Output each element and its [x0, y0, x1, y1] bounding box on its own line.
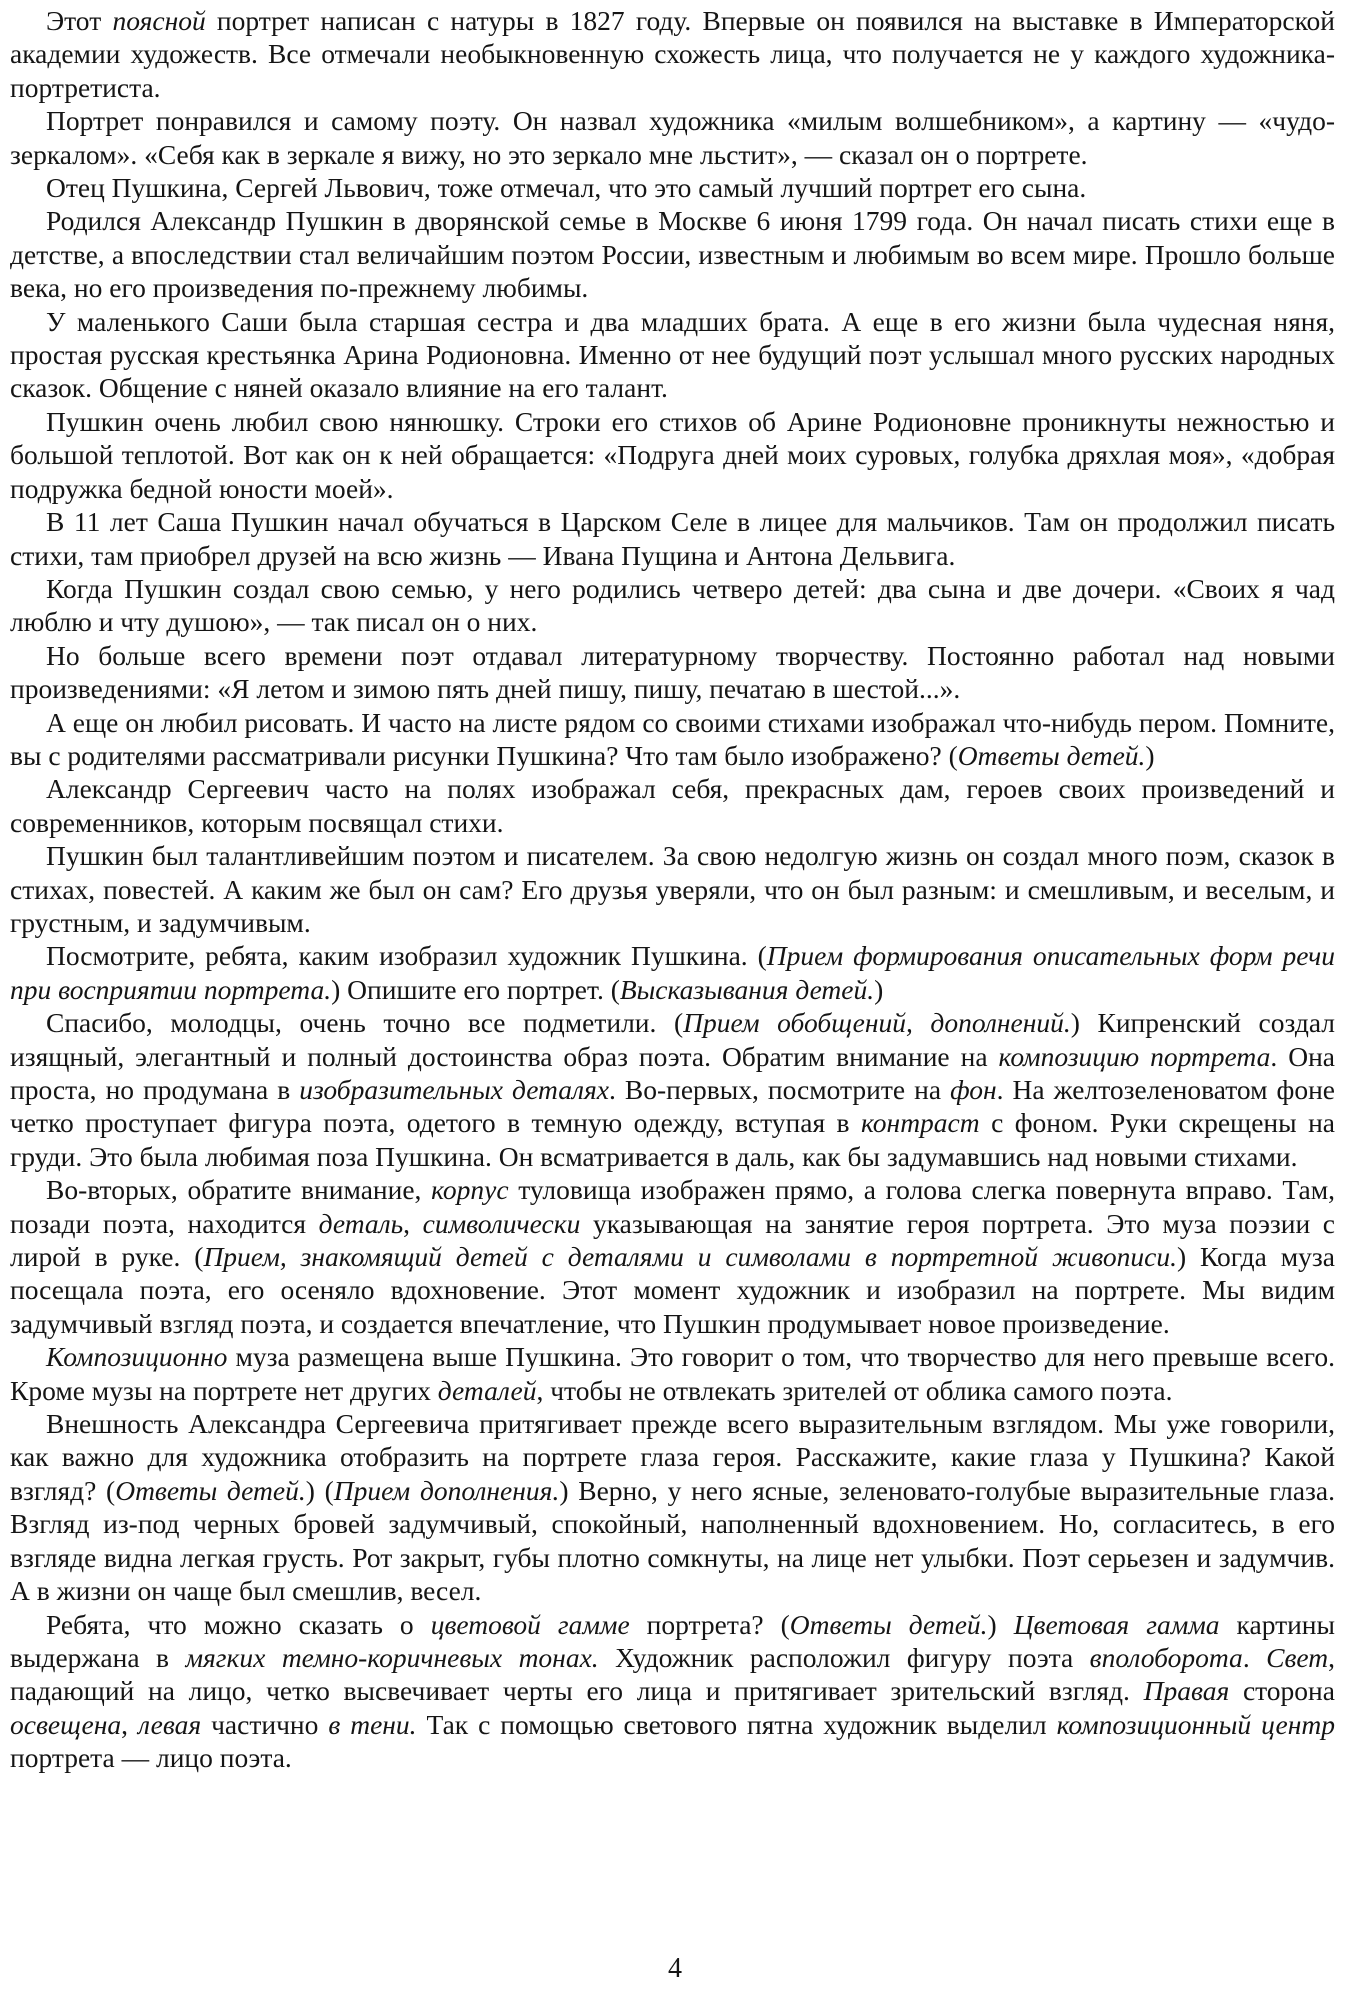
paragraph: [10, 305, 1335, 405]
text-run: Ребята, что можно сказать о: [46, 1608, 431, 1640]
text-run: ): [987, 1608, 1014, 1640]
italic-text: цветовой гамме: [430, 1608, 630, 1640]
document-body: [10, 4, 1335, 1775]
text-run: Родился Александр Пушкин в дворянской семье в Москве 6 июня 1799 года. Он начал писать стихи еще в детстве, а впоследствии стал величайшим поэтом России, известным и любимым во всем мире. Прошло больше века, но его произведения по-прежнему любимы.: [10, 205, 1335, 304]
text-run: Спасибо, молодцы, очень точно все подметили. (: [46, 1007, 684, 1039]
text-run: Во-вторых, обратите внимание,: [46, 1174, 432, 1206]
text-run: Когда Пушкин создал свою семью, у него родились четверо детей: два сына и две дочери. «Своих я чад люблю и чту душою», — так писал он о них.: [10, 572, 1335, 638]
italic-text: деталей: [437, 1374, 537, 1406]
text-run: ) Верно, у него ясные, зеленовато-голубые выразительные глаза. Взгляд из-под черных бровей задумчивый, спокойный, наполненный вдохновением. Но, согласитесь, в его взгляде видна легкая грусть. Рот закрыт, губы плотно сомкнуты, на лице нет улыбки. Поэт серьезен и задумчив. А в жизни он чаще был смешлив, весел.: [10, 1474, 1335, 1607]
italic-text: корпус: [431, 1174, 509, 1206]
text-run: портрета? (: [629, 1608, 790, 1640]
paragraph: [10, 1340, 1335, 1407]
paragraph: [10, 1608, 1335, 1775]
italic-text: контраст: [860, 1107, 980, 1139]
text-run: .: [1242, 1641, 1267, 1673]
italic-text: Ответы детей.: [789, 1608, 988, 1640]
text-run: частично: [201, 1708, 329, 1740]
italic-text: Правая: [1143, 1675, 1230, 1707]
text-run: ) (: [305, 1474, 334, 1506]
italic-text: Ответы детей.: [957, 739, 1146, 771]
text-run: ) Кипренский создал изящный, элегантный и полный достоинства образ поэта. Обратим внимание на: [10, 1007, 1335, 1072]
text-run: ): [1145, 739, 1155, 771]
text-run: туловища изображен прямо, а голова слегка повернута вправо. Там, позади поэта, находится: [10, 1174, 1335, 1239]
text-run: . На желтозеленоватом фоне четко проступает фигура поэта, одетого в темную одежду, вступая в: [10, 1074, 1335, 1139]
paragraph: [10, 1006, 1335, 1173]
text-run: ,: [121, 1708, 138, 1740]
italic-text: Ответы детей.: [115, 1474, 306, 1506]
paragraph: [10, 639, 1335, 706]
text-run: , чтобы не отвлекать зрителей от облика самого поэта.: [536, 1374, 1173, 1406]
text-run: портрета — лицо поэта.: [10, 1742, 292, 1774]
italic-text: Свет: [1266, 1641, 1329, 1673]
italic-text: поясной: [112, 5, 206, 36]
text-run: . Она проста, но продумана в: [10, 1040, 1335, 1105]
paragraph: [10, 772, 1335, 839]
italic-text: в тени.: [328, 1708, 417, 1740]
paragraph: [10, 706, 1335, 773]
text-run: ) Опишите его портрет. (: [331, 973, 620, 1005]
paragraph: [10, 405, 1335, 505]
text-run: муза размещена выше Пушкина. Это говорит о том, что творчество для него превыше всего. Кроме музы на портрете нет других: [10, 1341, 1335, 1406]
text-run: В 11 лет Саша Пушкин начал обучаться в Царском Селе в лицее для мальчиков. Там он продолжил писать стихи, там приобрел друзей на всю жизнь — Ивана Пущина и Антона Дельвига.: [10, 506, 1335, 571]
italic-text: Цветовая гамма: [1013, 1608, 1220, 1640]
paragraph: [10, 1407, 1335, 1607]
paragraph: [10, 1173, 1335, 1340]
text-run: Александр Сергеевич часто на полях изображал себя, прекрасных дам, героев своих произведений и современников, которым посвящал стихи.: [10, 773, 1335, 838]
italic-text: Композиционно: [46, 1341, 228, 1373]
italic-text: композиционный центр: [1056, 1708, 1335, 1740]
paragraph: [10, 572, 1335, 639]
paragraph: [10, 104, 1335, 171]
text-run: картины выдержана в: [10, 1608, 1336, 1673]
italic-text: деталь: [318, 1207, 404, 1239]
text-run: Но больше всего времени поэт отдавал литературному творчеству. Постоянно работал над новыми произведениями: «Я летом и зимою пять дней пишу, пишу, печатаю в шестой...».: [10, 639, 1335, 705]
italic-text: фон: [950, 1074, 997, 1105]
paragraph: [10, 4, 1335, 104]
text-run: Художник расположил фигуру поэта: [598, 1641, 1090, 1673]
italic-text: изобразительных деталях: [299, 1074, 609, 1105]
text-run: Пушкин был талантливейшим поэтом и писателем. За свою недолгую жизнь он создал много поэм, сказок в стихах, повестей. А каким же был он сам? Его друзья уверяли, что он был разным: и смешливым, и веселым, и грустным, и задумчивым.: [10, 840, 1335, 938]
text-run: указывающая на занятие героя портрета. Это муза поэзии с лирой в руке. (: [10, 1207, 1335, 1273]
italic-text: освещена: [10, 1708, 122, 1740]
paragraph: [10, 839, 1335, 939]
italic-text: Прием обобщений, дополнений.: [683, 1007, 1071, 1039]
italic-text: Прием, знакомящий детей с деталями и символами в портретной живописи.: [203, 1241, 1177, 1273]
text-run: , падающий на лицо, четко высвечивает черты его лица и притягивает зрительский взгляд.: [10, 1641, 1336, 1707]
text-run: Пушкин очень любил свою нянюшку. Строки его стихов об Арине Родионовне проникнуты нежностью и большой теплотой. Вот как он к ней обращается: «Подруга дней моих суровых, голубка дряхлая моя», «добрая подружка бедной юности моей».: [10, 405, 1335, 504]
italic-text: Высказывания детей.: [619, 973, 875, 1005]
text-run: Отец Пушкина, Сергей Львович, тоже отмечал, что это самый лучший портрет его сына.: [46, 172, 1087, 204]
italic-text: символически: [422, 1207, 581, 1239]
italic-text: мягких темно-коричневых тонах.: [185, 1641, 599, 1673]
text-run: Внешность Александра Сергеевича притягивает прежде всего выразительным взглядом. Мы уже говорили, как важно для художника отобразить на портрете глаза героя. Расскажите, какие глаза у Пушкина? Какой взгляд? (: [10, 1408, 1335, 1506]
text-run: ,: [403, 1207, 423, 1239]
paragraph: [10, 505, 1335, 572]
text-run: ): [874, 973, 884, 1005]
text-run: А еще он любил рисовать. И часто на листе рядом со своими стихами изображал что-нибудь пером. Помните, вы с родителями рассматривали рисунки Пушкина? Что там было изображено? (: [10, 706, 1335, 771]
text-run: У маленького Саши была старшая сестра и два младших брата. А еще в его жизни была чудесная няня, простая русская крестьянка Арина Родионовна. Именно от нее будущий поэт услышал много русских народных сказок. Общение с няней оказало влияние на его талант.: [10, 305, 1335, 404]
text-run: сторона: [1229, 1675, 1335, 1707]
italic-text: левая: [137, 1708, 202, 1740]
text-run: Этот: [46, 5, 113, 36]
text-run: с фоном. Руки скрещены на груди. Это была любимая поза Пушкина. Он всматривается в даль, как бы задумавшись над новыми стихами.: [10, 1107, 1335, 1172]
text-run: портрет написан с натуры в 1827 году. Впервые он появился на выставке в Императорской академии художеств. Все отмечали необыкновенную схожесть лица, что получается не у каждого художника-портретиста.: [10, 5, 1335, 103]
paragraph: [10, 171, 1335, 204]
italic-text: Прием дополнения.: [333, 1474, 560, 1506]
text-run: . Во-первых, посмотрите на: [608, 1074, 951, 1105]
text-run: Посмотрите, ребята, каким изобразил художник Пушкина. (: [46, 940, 767, 972]
paragraph: [10, 939, 1335, 1006]
paragraph: [10, 204, 1335, 304]
italic-text: Прием формирования описательных форм речи при восприятии портрета.: [10, 940, 1335, 1005]
italic-text: вполоборота: [1089, 1641, 1243, 1673]
italic-text: композицию портрета: [998, 1040, 1271, 1072]
text-run: Портрет понравился и самому поэту. Он назвал художника «милым волшебником», а картину — «чудо-зеркалом». «Себя как в зеркале я вижу, но это зеркало мне льстит», — сказал он о портрете.: [10, 105, 1335, 170]
text-run: ) Когда муза посещала поэта, его осеняло вдохновение. Этот момент художник и изобразил на портрете. Мы видим задумчивый взгляд поэта, и создается впечатление, что Пушкин продумывает новое произведение.: [10, 1241, 1335, 1339]
page-number: 4: [668, 1953, 682, 1984]
text-run: Так с помощью светового пятна художник выделил: [416, 1708, 1057, 1740]
